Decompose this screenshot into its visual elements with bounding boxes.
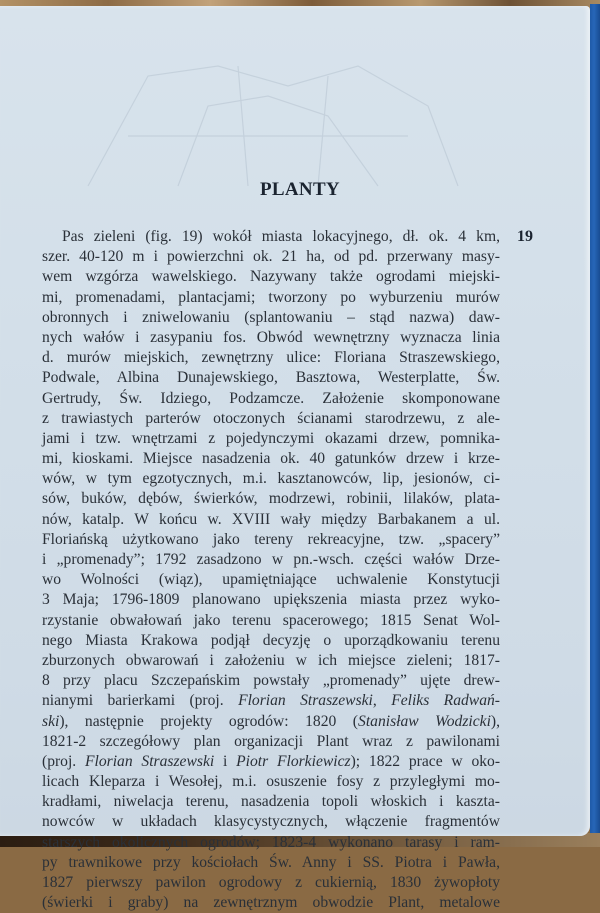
text-segment: Floriańską użytkowano jako tereny rekreacyjne, tzw. „spacery” <box>42 530 500 548</box>
text-segment: i „promenady”; 1792 zasadzono w pn.-wsch. części wałów Drze- <box>42 551 500 568</box>
text-line <box>42 550 500 570</box>
text-segment: mi, promenadami, plantacjami; tworzony po wyburzeniu murów <box>42 288 500 306</box>
text-segment: 1827 pierwszy pawilon ogrodowy z cukiernią, 1830 żywopłoty <box>42 874 500 891</box>
text-segment: (proj. <box>42 752 85 770</box>
show-through-map-graphic <box>28 46 498 196</box>
italic-name: ski <box>42 712 60 730</box>
text-line <box>42 308 500 328</box>
text-line <box>42 247 500 267</box>
text-segment: 1821-2 szczegółowy plan organizacji Plant wraz z pawilonami <box>42 732 500 750</box>
text-line <box>42 368 500 388</box>
text-line <box>42 489 500 509</box>
text-segment: nów, katalp. W końcu w. XVIII wały między Barbakanem a ul. <box>42 510 500 528</box>
text-line <box>42 671 500 691</box>
text-segment: Podwale, Albina Dunajewskiego, Basztowa, Westerplatte, Św. <box>42 369 500 387</box>
text-line <box>42 570 500 590</box>
text-segment: py trawnikowe przy kościołach Św. Anny i SS. Piotra i Pawła, <box>42 853 500 871</box>
text-line <box>42 812 500 832</box>
page-title: PLANTY <box>260 179 340 200</box>
text-segment: obronnych i zniwelowaniu (splantowaniu – stąd nazwa) daw- <box>42 308 500 326</box>
text-line <box>42 833 500 853</box>
text-segment: wem wzgórza wawelskiego. Nazywany także ogrodami miejski- <box>42 268 500 286</box>
text-line <box>42 631 500 651</box>
text-segment: 8 przy placu Szczepańskim powstały „promenady” ujęte drew- <box>42 672 500 690</box>
text-line <box>42 792 500 812</box>
text-segment: z trawiastych parterów otoczonych ścianami starodrzewu, z ale- <box>42 409 500 427</box>
book-cover-edge <box>590 4 600 847</box>
text-line <box>42 651 500 671</box>
text-segment: sów, buków, dębów, świerków, modrzewi, robinii, lilaków, plata- <box>42 490 500 508</box>
text-segment: 3 Maja; 1796-1809 planowano upiększenia miasta przez wyko- <box>42 591 500 609</box>
text-segment: mi, kioskami. Miejsce nasadzenia ok. 40 gatunków drzew i krze- <box>42 450 500 468</box>
text-segment: d. murów miejskich, zewnętrzny ulice: Floriana Straszewskiego, <box>42 349 500 367</box>
text-segment: nianymi barierkami (proj. <box>42 692 239 710</box>
text-line <box>42 530 500 550</box>
text-line <box>42 590 500 610</box>
text-segment: ), następnie projekty ogrodów: 1820 ( <box>59 712 359 730</box>
body-paragraph <box>42 227 500 913</box>
text-line <box>42 752 500 772</box>
text-line <box>42 409 500 429</box>
text-line <box>42 429 500 449</box>
text-segment: wo Wolności (wiąz), upamiętniające uchwalenie Konstytucji <box>42 571 500 589</box>
text-segment: i <box>214 752 237 770</box>
text-line <box>42 348 500 368</box>
text-line <box>42 328 500 348</box>
italic-name: Piotr Florkiewicz <box>236 752 351 770</box>
text-line <box>42 449 500 469</box>
text-segment: wów, w tym egzotycznych, m.i. kasztanowców, lip, jesionów, ci- <box>42 470 500 488</box>
text-line <box>42 712 500 732</box>
text-segment: szer. 40-120 m i powierzchni ok. 21 ha, od pd. przerwany masy- <box>42 248 500 266</box>
text-line <box>42 510 500 530</box>
text-segment: licach Kleparza i Wesołej, m.i. osuszenie fosy z przyległymi mo- <box>42 773 500 791</box>
text-line <box>42 469 500 489</box>
text-segment: rzystanie obwałowań jako terenu spacerowego; 1815 Senat Wol- <box>42 611 500 629</box>
text-line <box>42 873 500 893</box>
text-line <box>42 611 500 631</box>
figure-reference-number: 19 <box>517 228 533 245</box>
text-segment: jami i tzw. wnętrzami z pojedynczymi okazami drzew, pomnika- <box>42 429 500 447</box>
text-segment: Pas zieleni (fig. 19) wokół miasta lokacyjnego, dł. ok. 4 km, <box>62 228 500 245</box>
text-segment: nych wałów i zasypaniu fos. Obwód wewnętrzny wyznacza linia <box>42 328 500 346</box>
text-segment: kradłami, niwelacja terenu, nasadzenia topoli włoskich i kaszta- <box>42 793 500 811</box>
text-segment: ), <box>490 712 501 730</box>
text-line <box>42 389 500 409</box>
text-line <box>42 288 500 308</box>
text-line <box>42 893 500 913</box>
text-line <box>42 732 500 752</box>
text-segment: , <box>372 692 392 710</box>
text-segment: starszych okolicznych ogrodów; 1823-4 wykonano tarasy i ram- <box>42 833 500 851</box>
text-line <box>42 267 500 287</box>
book-page <box>0 6 590 912</box>
text-line <box>42 227 500 247</box>
text-segment: Gertrudy, Św. Idziego, Podzamcze. Założenie skomponowane <box>42 389 500 407</box>
text-line <box>42 691 500 711</box>
text-line <box>42 853 500 873</box>
italic-name: Feliks Radwań- <box>391 692 500 710</box>
text-segment: zburzonych obwarowań i założeniu w ich miejsce zieleni; 1817- <box>42 651 500 669</box>
text-line <box>42 772 500 792</box>
text-segment: nowców w układach klasycystycznych, włączenie fragmentów <box>42 813 500 831</box>
text-segment: ); 1822 prace w oko- <box>350 752 501 770</box>
text-segment: nego Miasta Krakowa podjął decyzję o uporządkowaniu terenu <box>42 631 500 649</box>
italic-name: Florian Straszewski <box>238 692 373 710</box>
italic-name: Florian Straszewski <box>85 752 215 770</box>
italic-name: Stanisław Wodzicki <box>358 712 491 730</box>
text-segment: (świerki i graby) na zewnętrznym obwodzie Plant, metalowe <box>42 894 500 912</box>
